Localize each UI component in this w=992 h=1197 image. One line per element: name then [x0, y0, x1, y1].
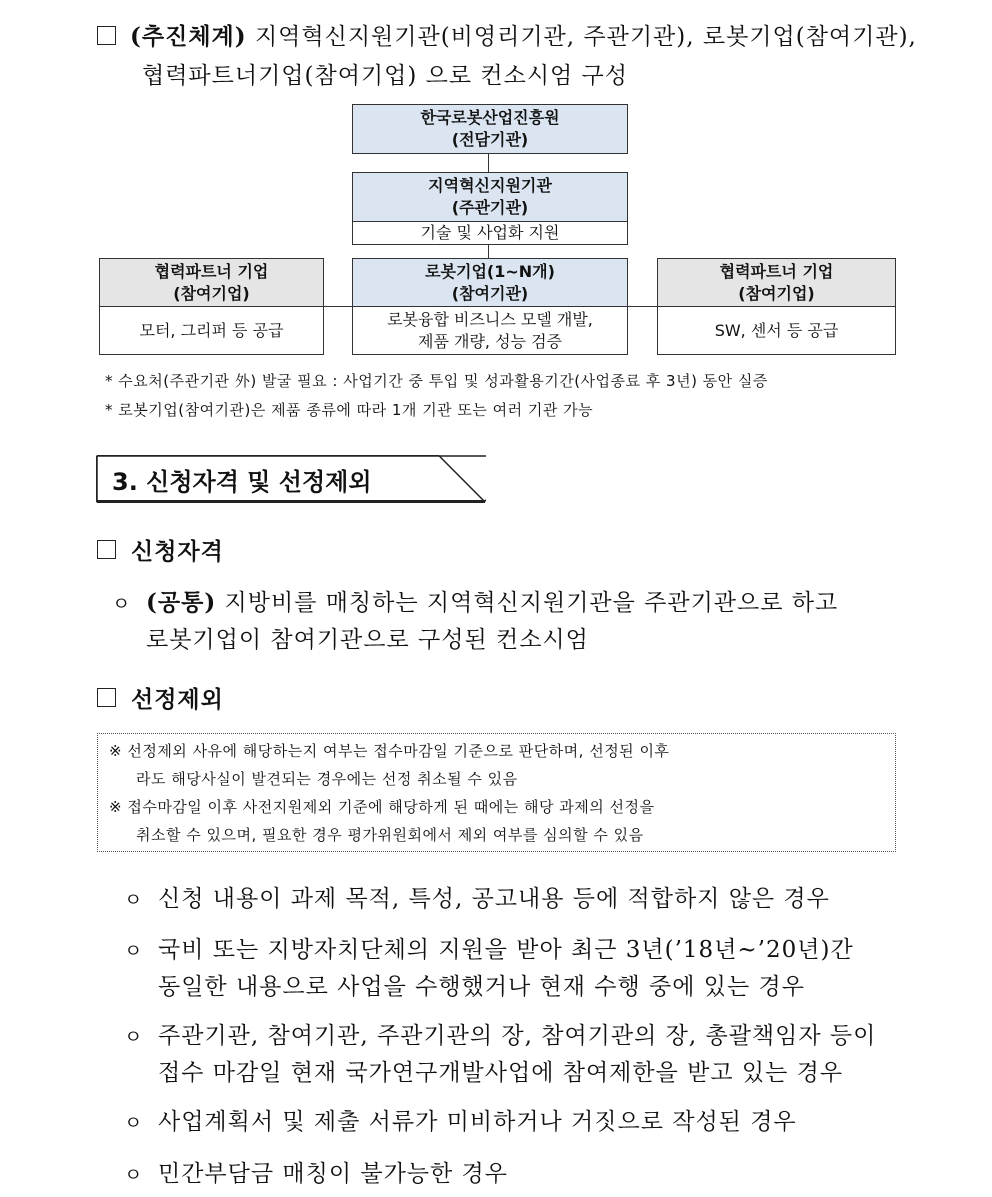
exclusion-item-2-line2: 동일한 내용으로 사업을 수행했거나 현재 수행 중에 있는 경우	[158, 974, 805, 1000]
robot-role: (참여기관)	[451, 283, 529, 303]
exclusion-item-5: 민간부담금 매칭이 불가능한 경우	[158, 1161, 508, 1187]
connector-line	[324, 306, 352, 307]
exclusion-heading: 선정제외	[131, 686, 224, 713]
robot-sub-box	[352, 306, 628, 355]
notice-line-3: ※ 접수마감일 이후 사전지원제외 기준에 해당하게 된 때에는 해당 과제의 선정을	[109, 798, 655, 816]
bullet-circle-icon: ㅇ	[124, 940, 143, 962]
bullet-circle-icon: ㅇ	[124, 889, 143, 911]
note-2: * 로봇기업(참여기관)은 제품 종류에 따라 1개 기관 또는 여러 기관 가능	[105, 401, 594, 419]
robot-sub-line2: 제품 개량, 성능 검증	[418, 331, 562, 351]
notice-line-1: ※ 선정제외 사유에 해당하는지 여부는 접수마감일 기준으로 판단하며, 선정된 이후	[109, 742, 670, 760]
regional-name: 지역혁신지원기관	[428, 176, 552, 195]
notice-line-4: 취소할 수 있으며, 필요한 경우 평가위원회에서 제외 여부를 심의할 수 있음	[136, 826, 644, 844]
agency-role: (전담기관)	[451, 130, 529, 149]
bullet-circle-icon: ㅇ	[124, 1026, 143, 1048]
exclusion-item-2-line1: 국비 또는 지방자치단체의 지원을 받아 최근 3년(’18년~’20년)간	[158, 937, 854, 963]
bullet-circle-icon: ㅇ	[112, 593, 131, 615]
exclusion-item-3-line1: 주관기관, 참여기관, 주관기관의 장, 참여기관의 장, 총괄책임자 등이	[158, 1023, 877, 1049]
left-partner-sub-box: 모터, 그리퍼 등 공급	[99, 306, 324, 355]
eligibility-bold: (공통)	[146, 589, 217, 616]
exclusion-notice-box	[97, 733, 896, 852]
left-partner-role: (참여기업)	[173, 283, 250, 303]
left-partner-box	[99, 258, 324, 307]
robot-box	[352, 258, 628, 307]
exclusion-item-3-line2: 접수 마감일 현재 국가연구개발사업에 참여제한을 받고 있는 경우	[158, 1060, 844, 1086]
left-partner-name: 협력파트너 기업	[154, 261, 269, 281]
regional-box	[352, 172, 628, 222]
right-partner-sub-box: SW, 센서 등 공급	[657, 306, 896, 355]
bullet-circle-icon: ㅇ	[124, 1112, 143, 1134]
right-partner-role: (참여기업)	[738, 283, 815, 303]
robot-sub-line1: 로봇융합 비즈니스 모델 개발,	[387, 309, 593, 329]
intro-line2: 협력파트너기업(참여기업) 으로 컨소시엄 구성	[142, 63, 629, 89]
eligibility-line2: 로봇기업이 참여기관으로 구성된 컨소시엄	[146, 627, 589, 653]
regional-sub-box: 기술 및 사업화 지원	[352, 221, 628, 245]
intro-rest: 지역혁신지원기관(비영리기관, 주관기관), 로봇기업(참여기관),	[246, 24, 917, 50]
section-title: 3. 신청자격 및 선정제외	[112, 468, 372, 496]
eligibility-line1	[146, 584, 838, 617]
agency-box	[352, 104, 628, 154]
intro-line1	[130, 18, 917, 51]
checkbox-square-icon	[97, 688, 116, 707]
note-1: * 수요처(주관기관 外) 발굴 필요 : 사업기간 중 투입 및 성과활용기간(사업종료 후 3년) 동안 실증	[105, 372, 768, 390]
notice-line-2: 라도 해당사실이 발견되는 경우에는 선정 취소될 수 있음	[136, 770, 518, 788]
connector-line	[488, 154, 489, 172]
exclusion-item-1: 신청 내용이 과제 목적, 특성, 공고내용 등에 적합하지 않은 경우	[158, 886, 830, 912]
eligibility-heading: 신청자격	[131, 538, 224, 565]
right-partner-box	[657, 258, 896, 307]
connector-line	[488, 245, 489, 258]
intro-bold: (추진체계)	[130, 23, 247, 50]
exclusion-item-4: 사업계획서 및 제출 서류가 미비하거나 거짓으로 작성된 경우	[158, 1109, 797, 1135]
agency-name: 한국로봇산업진흥원	[420, 108, 560, 127]
connector-line	[628, 306, 657, 307]
checkbox-square-icon	[97, 26, 116, 45]
checkbox-square-icon	[97, 540, 116, 559]
bullet-circle-icon: ㅇ	[124, 1164, 143, 1186]
right-partner-name: 협력파트너 기업	[719, 261, 834, 281]
eligibility-rest: 지방비를 매칭하는 지역혁신지원기관을 주관기관으로 하고	[216, 590, 839, 616]
robot-name: 로봇기업(1~N개)	[425, 261, 555, 281]
regional-role: (주관기관)	[451, 198, 529, 217]
